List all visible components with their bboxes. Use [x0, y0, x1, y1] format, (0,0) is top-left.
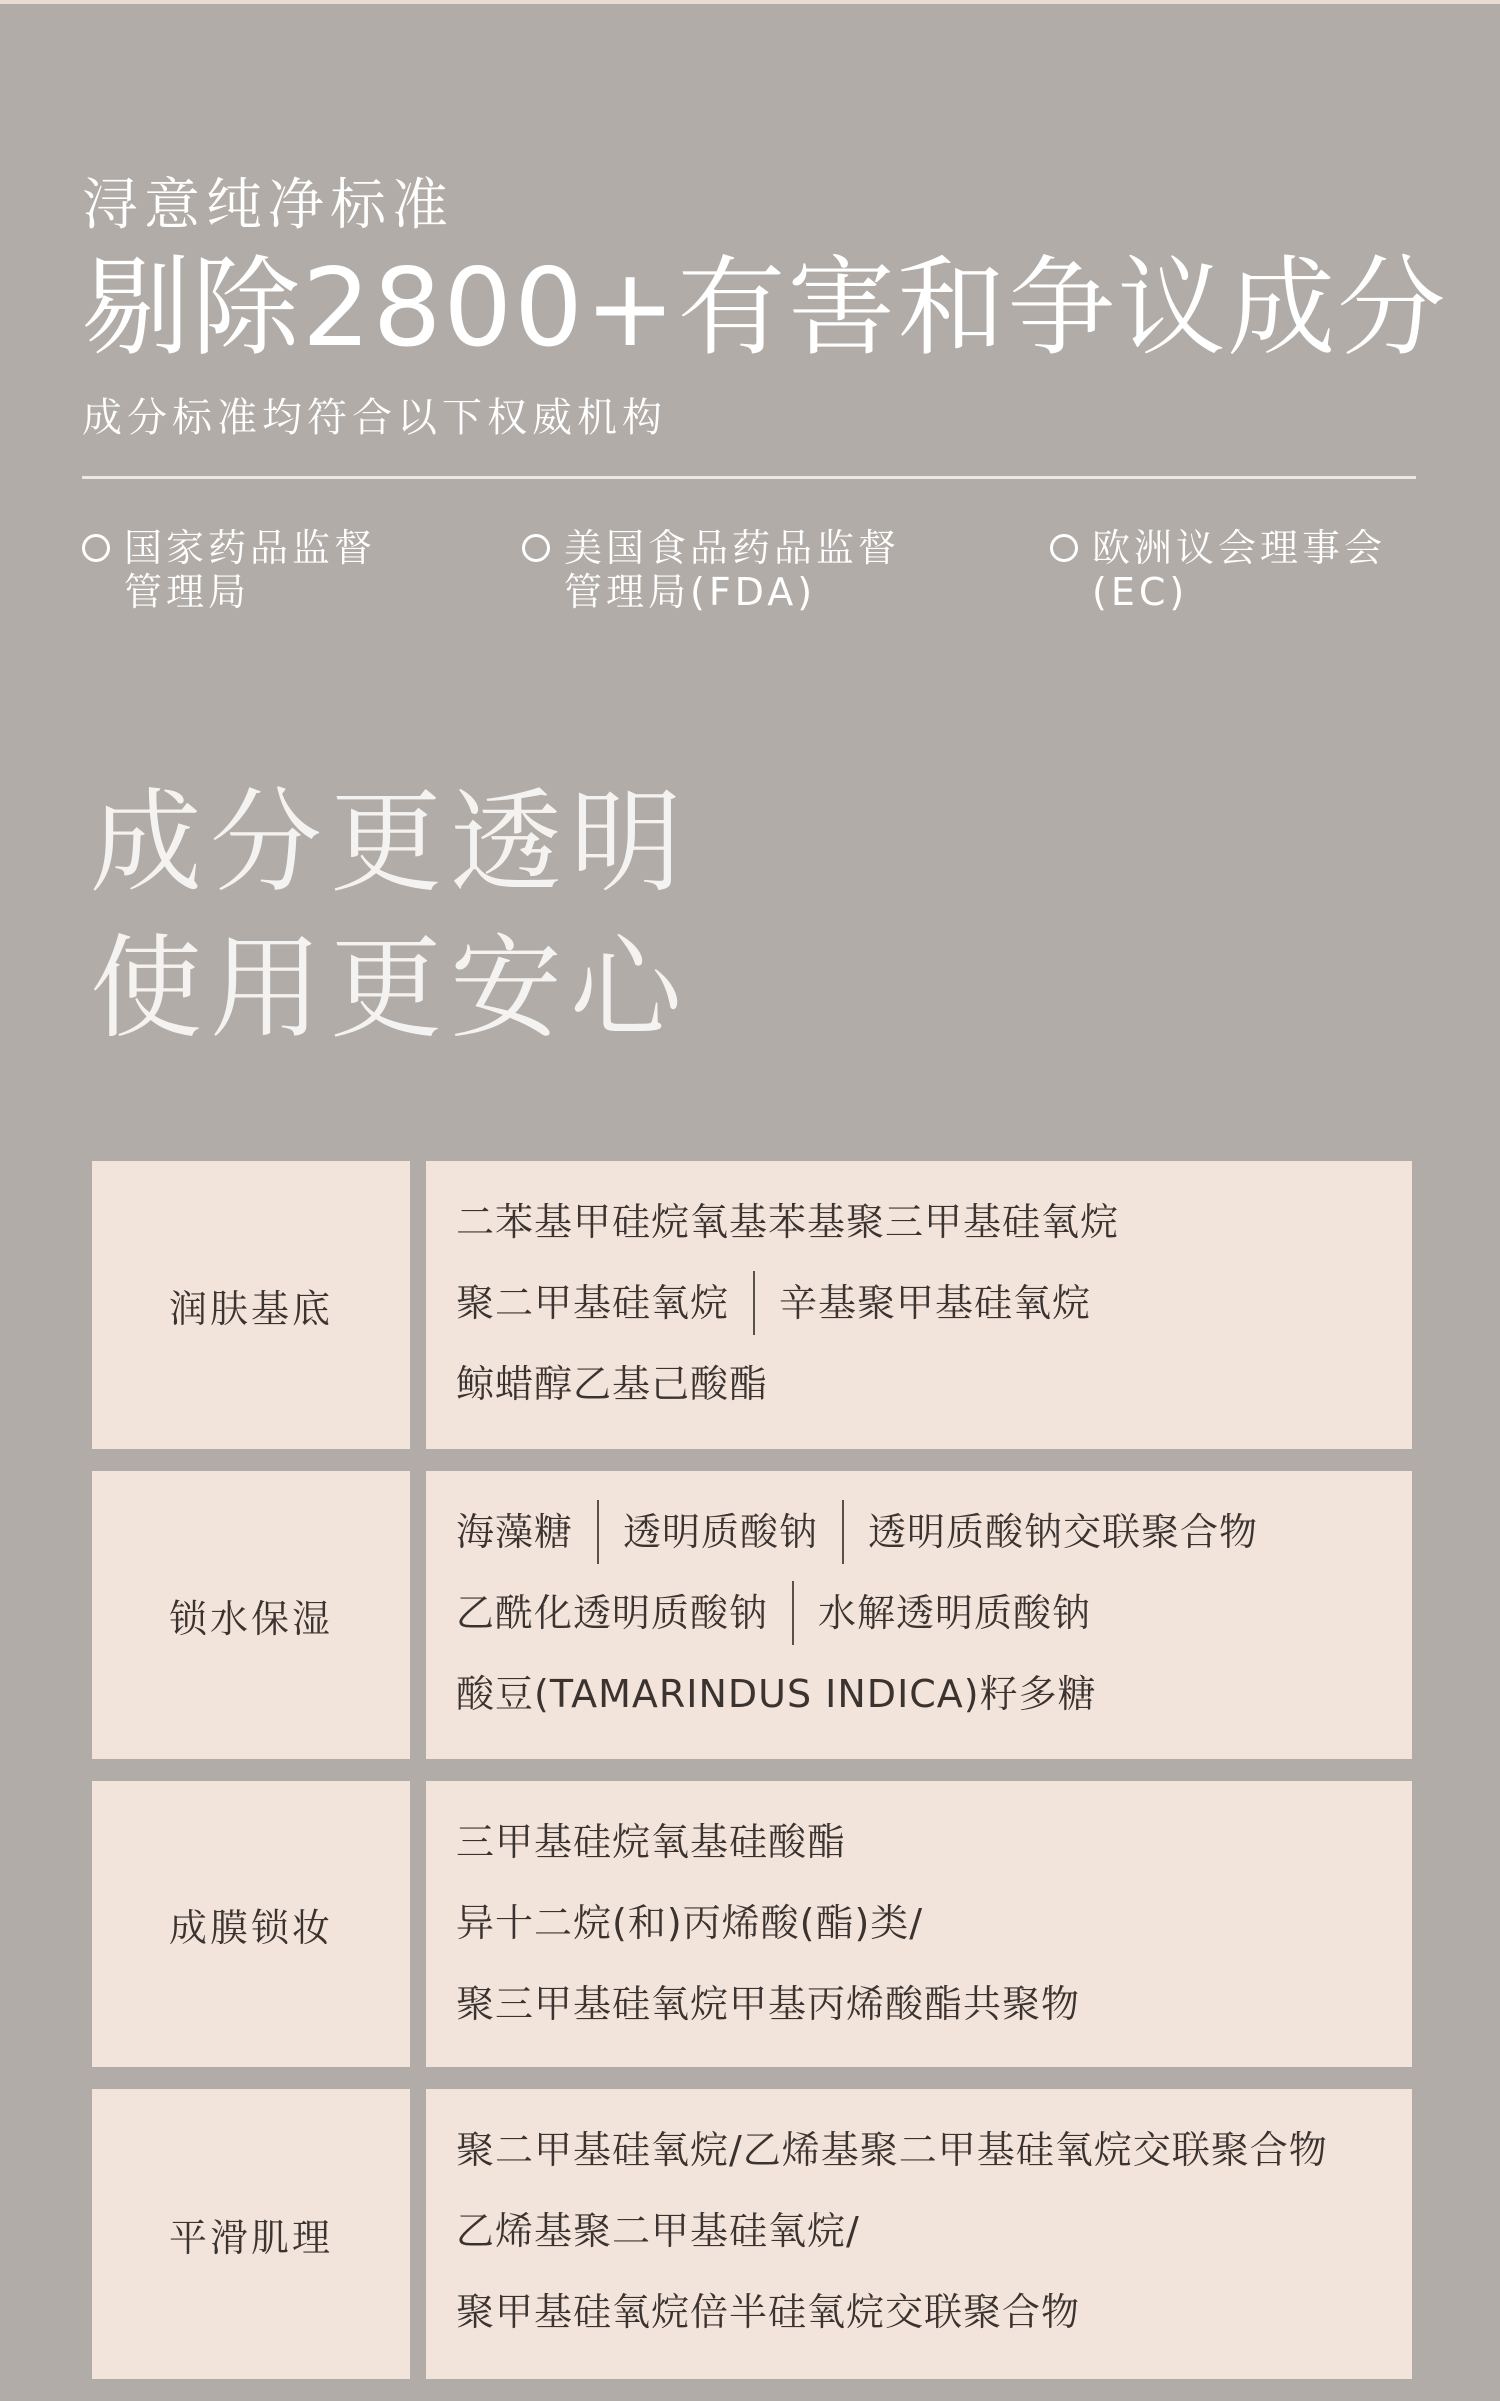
ingredient-cell [426, 1471, 1412, 1759]
ingredient-name: 乙烯基聚二甲基硅氧烷/ [456, 2208, 860, 2253]
ingredient-name: 异十二烷(和)丙烯酸(酯)类/ [456, 1900, 924, 1945]
category-cell [92, 1781, 410, 2067]
circle-bullet-icon [522, 534, 550, 562]
ingredient-name: 三甲基硅烷氧基硅酸酯 [456, 1819, 847, 1864]
ingredient-table [92, 1161, 1412, 2401]
table-row [92, 2089, 1412, 2379]
authority-item [1050, 526, 1386, 614]
ingredient-line [456, 1181, 1412, 1262]
category-cell [92, 2089, 410, 2379]
category-label: 平滑肌理 [168, 2215, 333, 2260]
ingredient-line [456, 1882, 1412, 1963]
separator-divider [597, 1500, 599, 1564]
ingredient-name: 鲸蜡醇乙基己酸酯 [456, 1361, 769, 1406]
statement-block [90, 770, 690, 1062]
ingredient-cell [426, 1781, 1412, 2067]
ingredient-name: 聚二甲基硅氧烷 [456, 1280, 730, 1325]
ingredient-name: 二苯基甲硅烷氧基苯基聚三甲基硅氧烷 [456, 1199, 1120, 1244]
authority-list [82, 526, 1422, 626]
circle-bullet-icon [1050, 534, 1078, 562]
category-cell [92, 1161, 410, 1449]
authority-name: 国家药品监督 管理局 [124, 526, 377, 614]
ingredient-name: 聚甲基硅氧烷倍半硅氧烷交联聚合物 [456, 2289, 1081, 2334]
authority-name: 美国食品药品监督 管理局(FDA) [564, 526, 901, 614]
ingredient-line [456, 1963, 1412, 2044]
ingredient-cell [426, 2089, 1412, 2379]
ingredient-name: 透明质酸钠 [623, 1509, 819, 1554]
top-accent-strip [0, 0, 1500, 4]
ingredient-name: 聚三甲基硅氧烷甲基丙烯酸酯共聚物 [456, 1981, 1081, 2026]
ingredient-name: 酸豆(TAMARINDUS INDICA)籽多糖 [456, 1671, 1097, 1716]
ingredient-line [456, 1343, 1412, 1424]
category-cell [92, 1471, 410, 1759]
ingredient-name: 乙酰化透明质酸钠 [456, 1590, 769, 1635]
authority-item [82, 526, 376, 614]
section-divider [82, 476, 1416, 479]
ingredient-line [456, 2190, 1412, 2271]
separator-divider [753, 1271, 755, 1335]
ingredient-line [456, 1491, 1412, 1572]
ingredient-name: 透明质酸钠交联聚合物 [868, 1509, 1259, 1554]
subheadline: 成分标准均符合以下权威机构 [82, 395, 667, 441]
statement-line-1: 成分更透明 [90, 778, 690, 908]
category-label: 润肤基底 [168, 1286, 333, 1331]
table-row [92, 1781, 1412, 2067]
hero-section [82, 170, 1448, 444]
ingredient-line [456, 1262, 1412, 1343]
ingredient-cell [426, 1161, 1412, 1449]
category-label: 成膜锁妆 [168, 1905, 333, 1950]
ingredient-line [456, 1801, 1412, 1882]
ingredient-name: 水解透明质酸钠 [818, 1590, 1092, 1635]
ingredient-line [456, 1653, 1412, 1734]
brand-standard-title: 浔意纯净标准 [82, 173, 454, 238]
separator-divider [842, 1500, 844, 1564]
separator-divider [792, 1581, 794, 1645]
ingredient-name: 海藻糖 [456, 1509, 574, 1554]
ingredient-line [456, 1572, 1412, 1653]
table-row [92, 1471, 1412, 1759]
ingredient-name: 聚二甲基硅氧烷/乙烯基聚二甲基硅氧烷交联聚合物 [456, 2127, 1328, 2172]
ingredient-line [456, 2271, 1412, 2352]
statement-line-2: 使用更安心 [90, 924, 690, 1054]
ingredient-name: 辛基聚甲基硅氧烷 [779, 1280, 1092, 1325]
ingredient-line [456, 2109, 1412, 2190]
authority-item [522, 526, 900, 614]
table-row [92, 1161, 1412, 1449]
circle-bullet-icon [82, 534, 110, 562]
headline: 剔除2800+有害和争议成分 [82, 246, 1448, 371]
authority-name: 欧洲议会理事会 (EC) [1092, 526, 1387, 614]
category-label: 锁水保湿 [168, 1596, 333, 1641]
